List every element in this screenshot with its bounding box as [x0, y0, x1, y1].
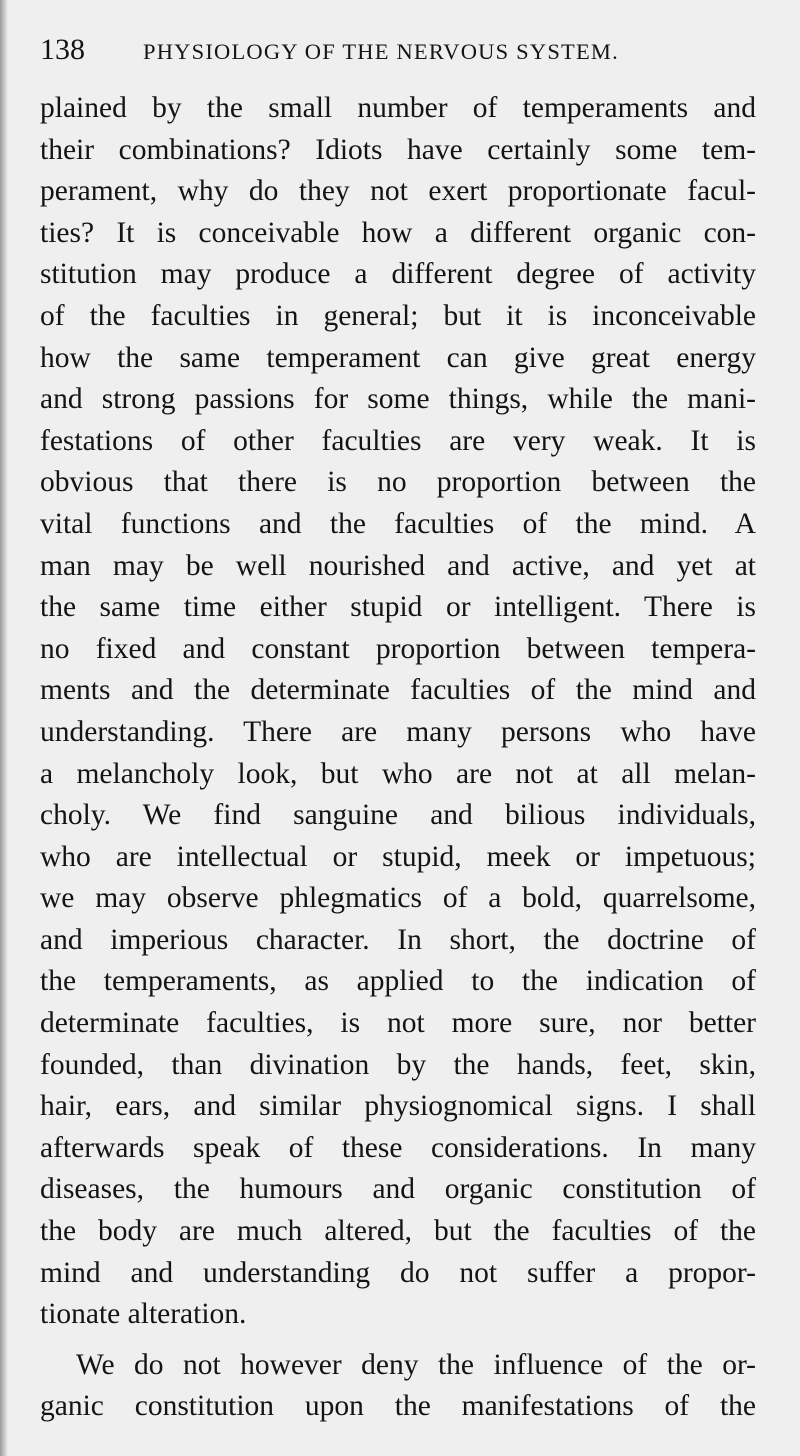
text-line: determinate faculties, is not more sure, nor better [40, 1007, 756, 1040]
body-text [40, 88, 756, 1428]
text-line: We do not however deny the influence of the or- [76, 1348, 756, 1381]
text-line: the body are much altered, but the faculties of the [40, 1215, 756, 1248]
text-line: their combinations? Idiots have certainly some tem- [40, 133, 756, 166]
text-line: the temperaments, as applied to the indication of [40, 965, 756, 998]
page-header [40, 30, 760, 70]
paragraph-gap [40, 1336, 756, 1345]
text-line: and imperious character. In short, the doctrine of [40, 923, 756, 956]
text-line: how the same temperament can give great energy [40, 341, 756, 374]
text-line: no fixed and constant proportion between tempera- [40, 632, 756, 665]
text-line: stitution may produce a different degree of activity [40, 258, 756, 291]
paragraph [40, 88, 756, 1336]
page-gutter-shadow [0, 0, 8, 1456]
text-line: diseases, the humours and organic constitution of [40, 1173, 756, 1206]
text-line: ments and the determinate faculties of the mind and [40, 674, 756, 707]
text-line: afterwards speak of these considerations. In many [40, 1131, 756, 1164]
text-line: man may be well nourished and active, and yet at [40, 549, 756, 582]
text-line: ganic constitution upon the manifestations of the [40, 1390, 756, 1423]
text-line: and strong passions for some things, while the mani- [40, 383, 756, 416]
text-line: we may observe phlegmatics of a bold, quarrelsome, [40, 882, 756, 915]
text-line: perament, why do they not exert proportionate facul- [40, 175, 756, 208]
text-line: vital functions and the faculties of the mind. A [40, 507, 756, 540]
running-head: PHYSIOLOGY OF THE NERVOUS SYSTEM. [143, 39, 619, 64]
text-line: mind and understanding do not suffer a propor- [40, 1256, 756, 1289]
text-line: tionate alteration. [40, 1298, 247, 1331]
text-line: founded, than divination by the hands, feet, skin, [40, 1048, 756, 1081]
text-line: the same time either stupid or intelligent. There is [40, 591, 756, 624]
text-line: obvious that there is no proportion between the [40, 466, 756, 499]
text-line: plained by the small number of temperaments and [40, 92, 756, 124]
text-line: hair, ears, and similar physiognomical signs. I shall [40, 1090, 756, 1123]
page-number: 138 [40, 33, 85, 66]
text-line: of the faculties in general; but it is inconceivable [40, 299, 756, 332]
text-line: understanding. There are many persons who have [40, 715, 756, 748]
paragraph [40, 1345, 756, 1428]
text-line: festations of other faculties are very weak. It is [40, 424, 756, 457]
text-line: ties? It is conceivable how a different organic con- [40, 216, 756, 249]
text-line: who are intellectual or stupid, meek or impetuous; [40, 840, 756, 873]
text-line: choly. We find sanguine and bilious individuals, [40, 799, 756, 832]
text-line: a melancholy look, but who are not at all melan- [40, 757, 756, 790]
